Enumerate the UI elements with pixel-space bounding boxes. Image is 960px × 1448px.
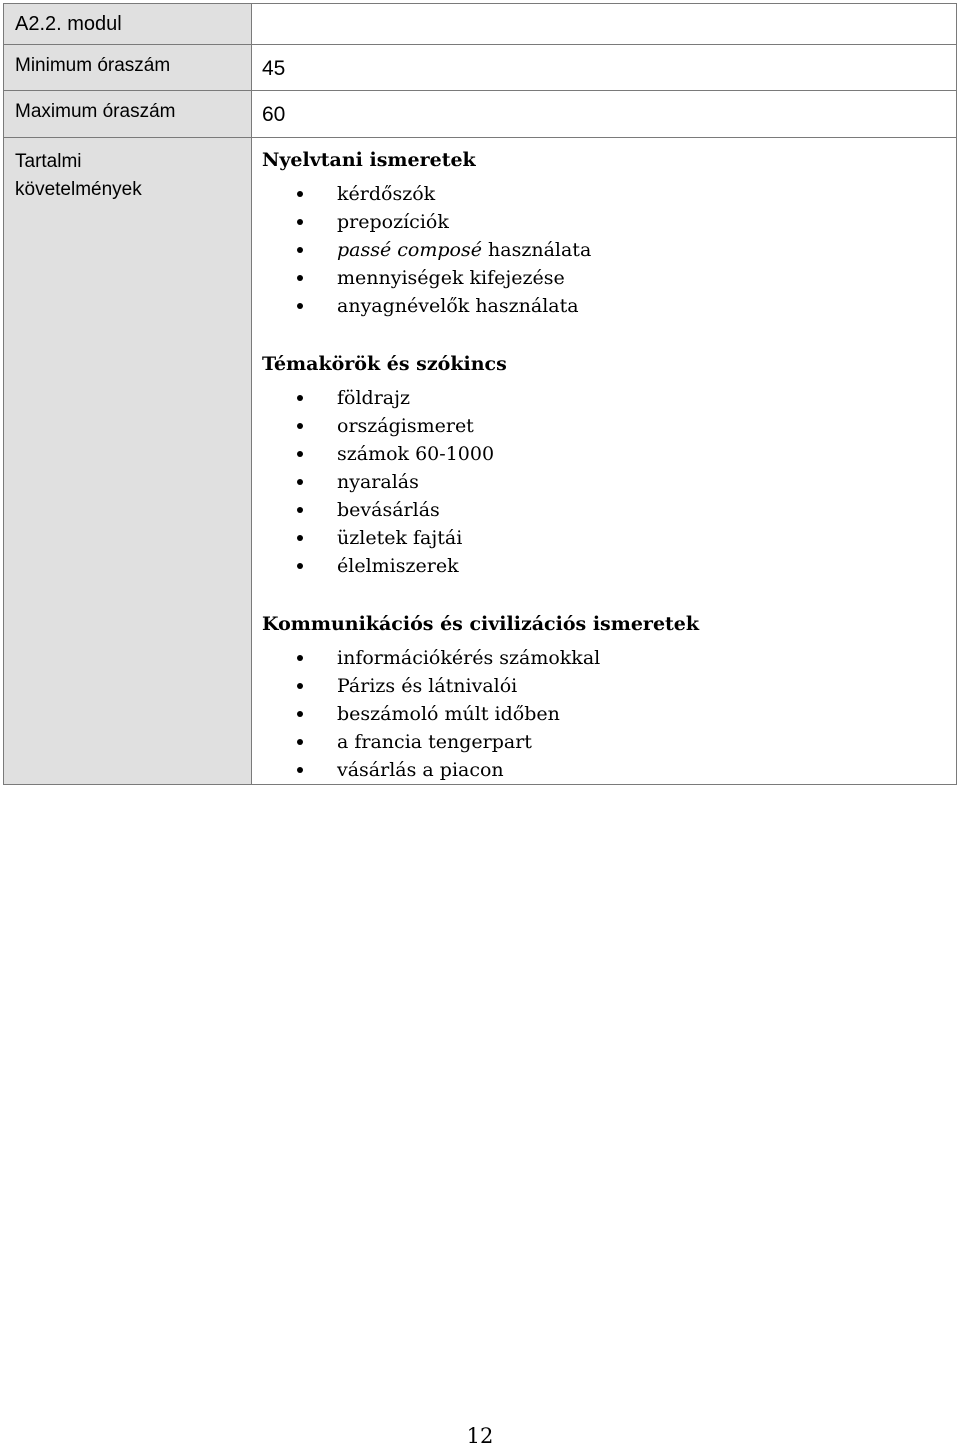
list-item: élelmiszerek (262, 552, 956, 580)
max-hours-label: Maximum óraszám (15, 101, 176, 122)
max-hours-value: 60 (262, 103, 286, 126)
list-item: Párizs és látnivalói (262, 672, 956, 700)
bullet-icon (297, 767, 303, 773)
content-requirements-label (15, 138, 251, 204)
content-requirements-cell (252, 138, 957, 785)
list-item: prepozíciók (262, 208, 956, 236)
module-title-value-cell (252, 4, 957, 45)
list-item: beszámoló múlt időben (262, 700, 956, 728)
bullet-icon (297, 219, 303, 225)
list-item: információkérés számokkal (262, 644, 956, 672)
list-item: országismeret (262, 412, 956, 440)
list-item: kérdőszók (262, 180, 956, 208)
bullet-icon (297, 275, 303, 281)
list-item: anyagnévelők használata (262, 292, 956, 320)
list-item: vásárlás a piacon (262, 756, 956, 784)
module-title: A2.2. modul (15, 13, 122, 35)
page-number: 12 (466, 1424, 494, 1448)
module-table (3, 3, 957, 785)
min-hours-value-cell (252, 45, 957, 91)
module-title-cell (4, 4, 252, 45)
min-hours-value: 45 (262, 57, 286, 80)
topics-list (262, 384, 956, 580)
section-heading: Nyelvtani ismeretek (262, 149, 476, 171)
bullet-icon (297, 479, 303, 485)
list-item: üzletek fajtái (262, 524, 956, 552)
bullet-icon (297, 247, 303, 253)
section-heading: Témakörök és szókincs (262, 353, 507, 375)
bullet-icon (297, 423, 303, 429)
list-item: a francia tengerpart (262, 728, 956, 756)
min-hours-label-cell (4, 45, 252, 91)
list-item: nyaralás (262, 468, 956, 496)
max-hours-label-cell (4, 91, 252, 138)
section-heading: Kommunikációs és civilizációs ismeretek (262, 613, 700, 635)
list-item: földrajz (262, 384, 956, 412)
italic-term: passé composé (337, 239, 482, 261)
bullet-icon (297, 655, 303, 661)
list-item: bevásárlás (262, 496, 956, 524)
bullet-icon (297, 535, 303, 541)
communication-list (262, 644, 956, 784)
bullet-icon (297, 711, 303, 717)
content-label-line1: Tartalmi (15, 151, 82, 172)
content-requirements-label-cell (4, 138, 252, 785)
list-item: passé composé használata (262, 236, 956, 264)
content-label-line2: követelmények (15, 179, 142, 200)
list-item: mennyiségek kifejezése (262, 264, 956, 292)
list-item: számok 60-1000 (262, 440, 956, 468)
content-requirements (252, 138, 956, 784)
grammar-section (262, 146, 956, 320)
bullet-icon (297, 683, 303, 689)
topics-section (262, 350, 956, 580)
min-hours-label: Minimum óraszám (15, 55, 171, 76)
bullet-icon (297, 507, 303, 513)
grammar-list (262, 180, 956, 320)
bullet-icon (297, 451, 303, 457)
max-hours-value-cell (252, 91, 957, 138)
bullet-icon (297, 191, 303, 197)
bullet-icon (297, 303, 303, 309)
bullet-icon (297, 563, 303, 569)
bullet-icon (297, 739, 303, 745)
communication-section (262, 610, 956, 784)
bullet-icon (297, 395, 303, 401)
